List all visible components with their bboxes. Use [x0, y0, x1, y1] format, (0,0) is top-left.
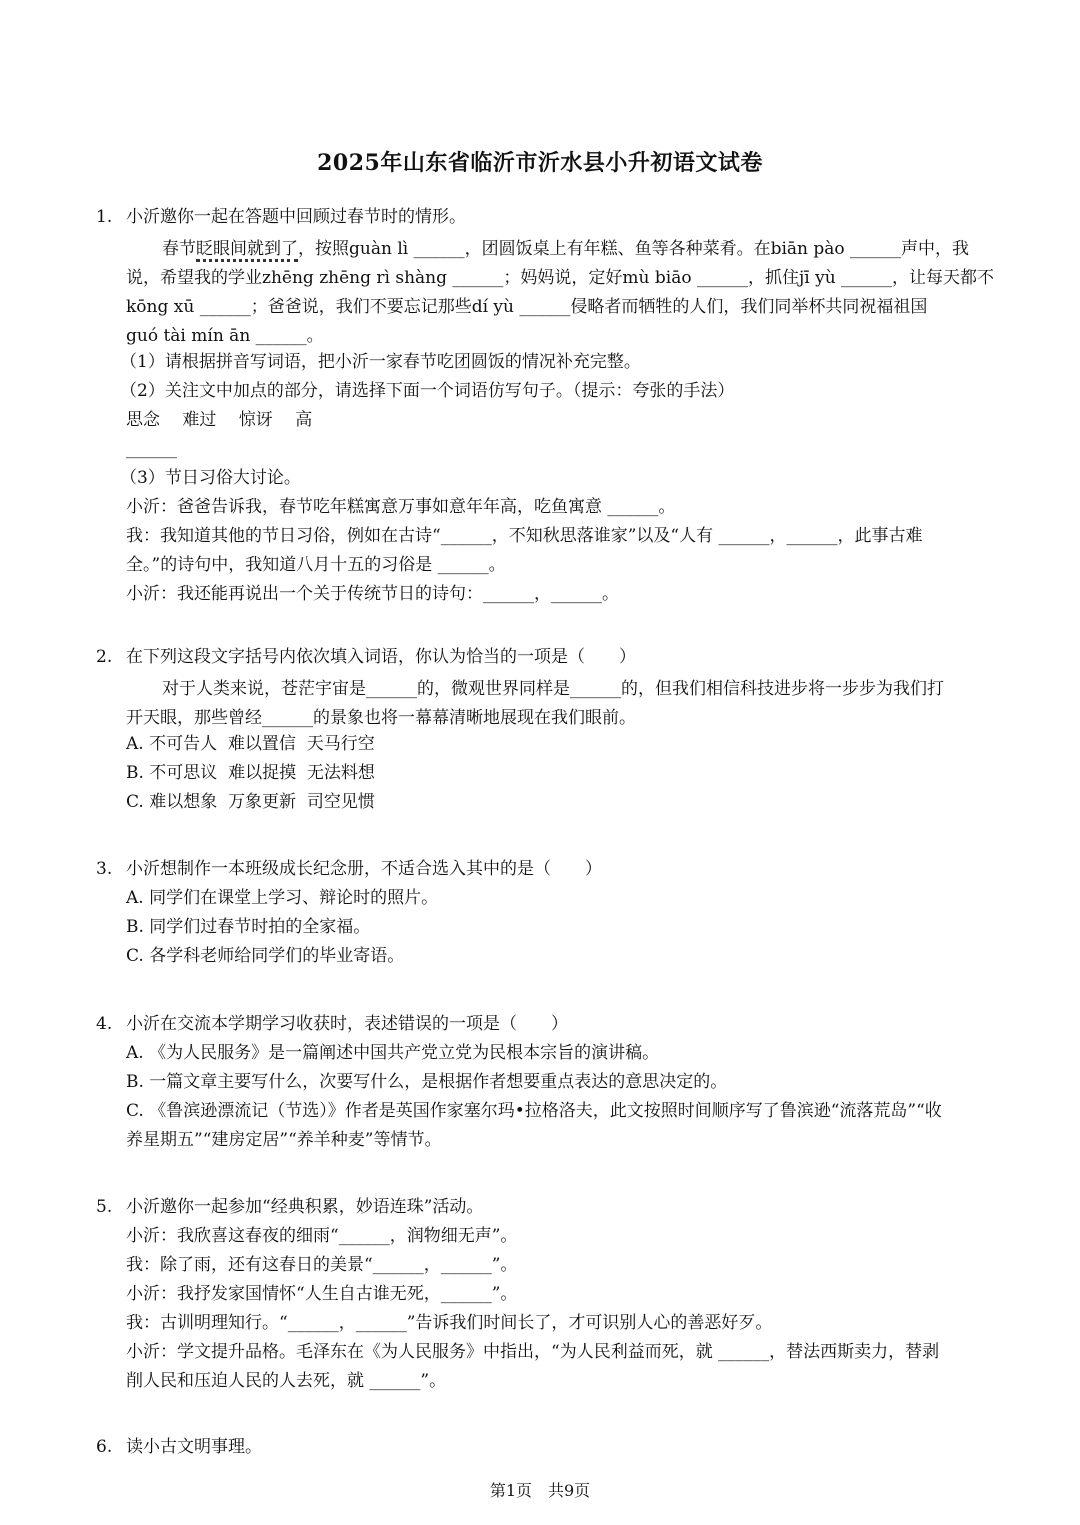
question-number: 1. — [96, 207, 113, 227]
passage-text: 对于人类来说，苍茫宇宙是______的，微观世界同样是______的，但我们相信科技进步将一步步为我们打 — [162, 679, 944, 699]
option-a: A. 不可告人 难以置信 天马行空 — [126, 734, 375, 754]
option-c: C. 各学科老师给同学们的毕业寄语。 — [126, 946, 405, 966]
question-number: 4. — [96, 1014, 113, 1034]
dialogue-line: 小沂：我欣喜这春夜的细雨“______，润物细无声”。 — [126, 1226, 518, 1246]
question-stem: 在下列这段文字括号内依次填入词语，你认为恰当的一项是（ ） — [126, 647, 636, 667]
option-b: B. 不可思议 难以捉摸 无法料想 — [126, 763, 375, 783]
dialogue-line: 我：我知道其他的节日习俗，例如在古诗“______，不知秋思落谁家”以及“人有 ______，______，此事古难 — [126, 526, 923, 546]
emphasis-dotted-text: 眨眼间就到了 — [196, 239, 298, 262]
passage-text: ，按照guàn lì ______，团圆饭桌上有年糕、鱼等各种菜肴。在biān pào ______声中，我 — [298, 239, 970, 259]
question-number: 6. — [96, 1437, 113, 1457]
word-choices: 思念 难过 惊讶 高 — [126, 410, 313, 430]
option-c: C. 难以想象 万象更新 司空见惯 — [126, 792, 375, 812]
option-b: B. 一篇文章主要写什么，次要写什么，是根据作者想要重点表达的意思决定的。 — [126, 1072, 728, 1092]
question-3 — [96, 858, 1040, 974]
question-number: 5. — [96, 1197, 113, 1217]
page-footer: 第1页 共9页 — [489, 1481, 591, 1500]
dialogue-line: 我：除了雨，还有这春日的美景“______，______”。 — [126, 1255, 518, 1275]
question-4 — [96, 1013, 1040, 1158]
option-b: B. 同学们过春节时拍的全家福。 — [126, 917, 371, 937]
sub-question-2: （2）关注文中加点的部分，请选择下面一个词语仿写句子。（提示：夸张的手法） — [120, 381, 735, 401]
passage-text: 春节 — [162, 239, 196, 259]
question-stem: 小沂邀你一起在答题中回顾过春节时的情形。 — [126, 207, 466, 227]
dialogue-line: 小沂：我还能再说出一个关于传统节日的诗句：______，______。 — [126, 584, 619, 604]
sub-question-3: （3）节日习俗大讨论。 — [120, 468, 301, 488]
passage-line: kōng xū ______；爸爸说，我们不要忘记那些dí yù ______侵略者而牺牲的人们，我们同举杯共同祝福祖国 — [126, 297, 928, 317]
question-5 — [96, 1196, 1040, 1399]
question-stem: 读小古文明事理。 — [126, 1437, 262, 1457]
option-c-continued: 养星期五”“建房定居”“养羊种麦”等情节。 — [126, 1130, 442, 1150]
question-number: 2. — [96, 647, 113, 667]
question-1 — [96, 206, 1040, 612]
dialogue-line: 我：古训明理知行。“______，______”告诉我们时间长了，才可识别人心的善恶好歹。 — [126, 1313, 773, 1333]
passage-line: guó tài mín ān ______。 — [126, 326, 324, 346]
question-6 — [96, 1436, 1040, 1465]
dialogue-line: 小沂：学文提升品格。毛泽东在《为人民服务》中指出，“为人民利益而死，就 ______，替法西斯卖力，替剥 — [126, 1342, 940, 1362]
question-stem: 小沂邀你一起参加“经典积累，妙语连珠”活动。 — [126, 1197, 484, 1217]
option-a: A. 同学们在课堂上学习、辩论时的照片。 — [126, 888, 439, 908]
passage-line: 开天眼，那些曾经______的景象也将一幕幕清晰地展现在我们眼前。 — [126, 708, 636, 728]
question-number: 3. — [96, 859, 113, 879]
question-passage — [96, 675, 1040, 733]
page-title: 2025年山东省临沂市沂水县小升初语文试卷 — [317, 150, 763, 176]
question-stem: 小沂想制作一本班级成长纪念册，不适合选入其中的是（ ） — [126, 859, 602, 879]
dialogue-line: 小沂：我抒发家国情怀“人生自古谁无死，______”。 — [126, 1284, 518, 1304]
question-2 — [96, 646, 1040, 820]
dialogue-line: 小沂：爸爸告诉我，春节吃年糕寓意万事如意年年高，吃鱼寓意 ______。 — [126, 497, 676, 517]
dialogue-line: 全。”的诗句中，我知道八月十五的习俗是 ______。 — [126, 555, 506, 575]
answer-blank: ______ — [126, 439, 177, 459]
dialogue-line: 削人民和压迫人民的人去死，就 ______”。 — [126, 1371, 447, 1391]
question-stem: 小沂在交流本学期学习收获时，表述错误的一项是（ ） — [126, 1014, 568, 1034]
option-c: C. 《鲁滨逊漂流记（节选）》作者是英国作家塞尔玛•拉格洛夫，此文按照时间顺序写了鲁滨逊“流落荒岛”“收 — [126, 1101, 942, 1121]
question-passage — [96, 235, 1040, 351]
option-a: A. 《为人民服务》是一篇阐述中国共产党立党为民根本宗旨的演讲稿。 — [126, 1043, 660, 1063]
sub-question-1: （1）请根据拼音写词语，把小沂一家春节吃团圆饭的情况补充完整。 — [120, 352, 641, 372]
passage-line: 说，希望我的学业zhēng zhēng rì shàng ______；妈妈说，定好mù biāo ______，抓住jī yù ______，让每天都不 — [126, 268, 995, 288]
